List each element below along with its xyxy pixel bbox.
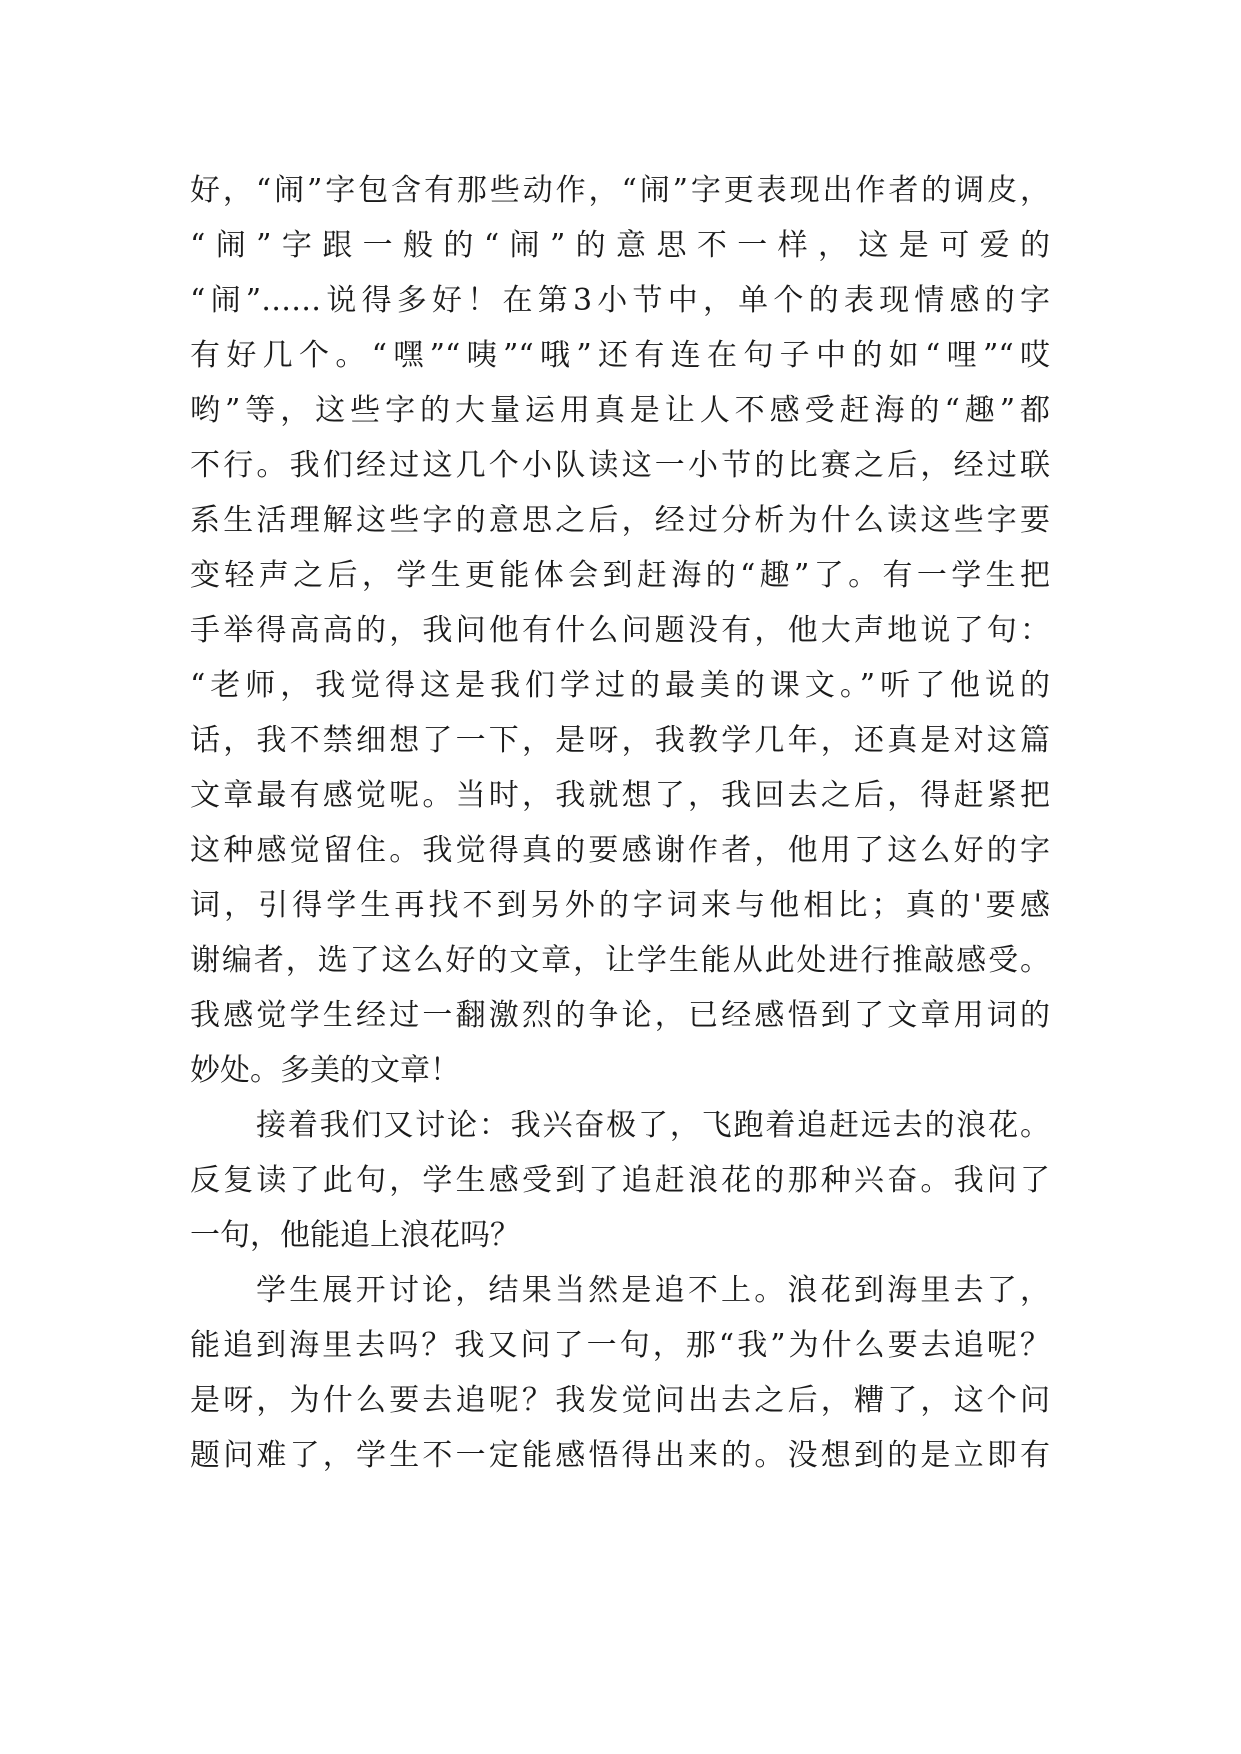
text-line: 系生活理解这些字的意思之后，经过分析为什么读这些字要	[190, 503, 1050, 538]
text-line: 不行。我们经过这几个小队读这一小节的比赛之后，经过联	[190, 448, 1050, 483]
paragraph-start-line: 接着我们又讨论：我兴奋极了，飞跑着追赶远去的浪花。	[256, 1108, 1050, 1143]
text-line: 一句，他能追上浪花吗？	[190, 1218, 520, 1253]
body-text	[190, 163, 1050, 1483]
text-line: 话，我不禁细想了一下，是呀，我教学几年，还真是对这篇	[190, 723, 1050, 758]
text-line: “闹”……说得多好！在第3小节中，单个的表现情感的字	[190, 283, 1050, 318]
text-line: 手举得高高的，我问他有什么问题没有，他大声地说了句：	[190, 613, 1050, 648]
paragraph-start-line: 学生展开讨论，结果当然是追不上。浪花到海里去了，	[256, 1273, 1050, 1308]
text-line: 谢编者，选了这么好的文章，让学生能从此处进行推敲感受。	[190, 943, 1050, 978]
text-line: 题问难了，学生不一定能感悟得出来的。没想到的是立即有	[190, 1438, 1050, 1473]
text-line: 反复读了此句，学生感受到了追赶浪花的那种兴奋。我问了	[190, 1163, 1050, 1198]
text-line: 能追到海里去吗？我又问了一句，那“我”为什么要去追呢？	[190, 1328, 1050, 1363]
text-line: 好，“闹”字包含有那些动作，“闹”字更表现出作者的调皮，	[190, 173, 1050, 208]
text-line: 妙处。多美的文章！	[190, 1053, 460, 1088]
text-line: 词，引得学生再找不到另外的字词来与他相比；真的'要感	[190, 888, 1050, 923]
text-line: 变轻声之后，学生更能体会到赶海的“趣”了。有一学生把	[190, 558, 1050, 593]
text-line: 这种感觉留住。我觉得真的要感谢作者，他用了这么好的字	[190, 833, 1050, 868]
text-line: 文章最有感觉呢。当时，我就想了，我回去之后，得赶紧把	[190, 778, 1050, 813]
text-line: “闹”字跟一般的“闹”的意思不一样，这是可爱的	[190, 228, 1050, 263]
text-line: 是呀，为什么要去追呢？我发觉问出去之后，糟了，这个问	[190, 1383, 1050, 1418]
text-line: 有好几个。“嘿”“咦”“哦”还有连在句子中的如“哩”“哎	[190, 338, 1050, 373]
text-line: “老师，我觉得这是我们学过的最美的课文。”听了他说的	[190, 668, 1050, 703]
text-line: 我感觉学生经过一翻激烈的争论，已经感悟到了文章用词的	[190, 998, 1050, 1033]
text-line: 哟”等，这些字的大量运用真是让人不感受赶海的“趣”都	[190, 393, 1050, 428]
